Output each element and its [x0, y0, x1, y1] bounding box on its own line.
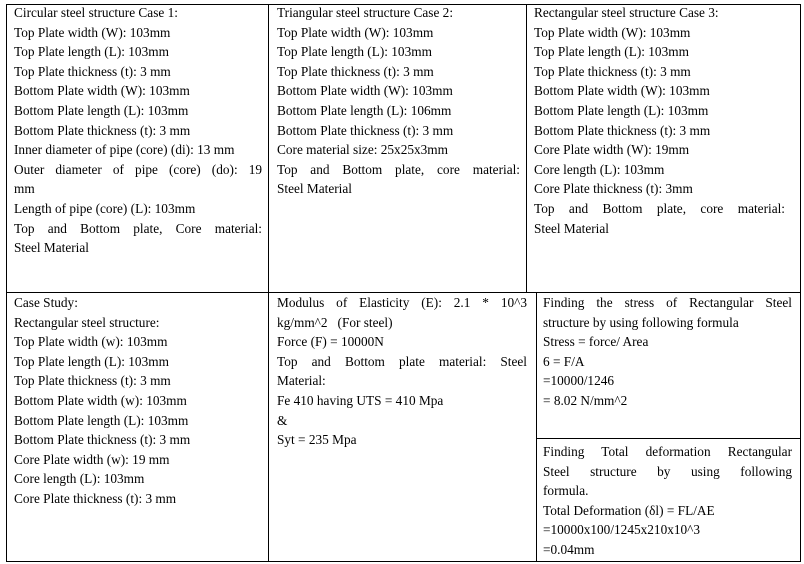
- case-study-bottom-plate-thickness: Bottom Plate thickness (t): 3 mm: [14, 432, 191, 448]
- case1-material-label: Top and Bottom plate, Core material:: [14, 220, 262, 236]
- case-study-top-plate-thickness: Top Plate thickness (t): 3 mm: [14, 373, 171, 389]
- cell-material-properties: [277, 293, 527, 450]
- case3-material-label: Top and Bottom plate, core material:: [534, 200, 785, 216]
- table-divider-row1-b: [526, 4, 527, 293]
- plate-material-value: Material:: [277, 373, 326, 389]
- stress-heading: Finding the stress of Rectangular Steel: [543, 295, 792, 310]
- modulus-of-elasticity: Modulus of Elasticity (E): 2.1 * 10^3: [277, 295, 527, 310]
- table-border-right-row1: [800, 4, 801, 293]
- cell-circular-case1: [14, 3, 262, 258]
- case3-core-plate-width: Core Plate width (W): 19mm: [534, 142, 690, 158]
- table-border-right-row2: [800, 292, 801, 562]
- table-divider-row2-b: [536, 292, 537, 562]
- case3-material-value: Steel Material: [534, 220, 609, 236]
- force-value: Force (F) = 10000N: [277, 334, 384, 350]
- deformation-heading-cont: Steel structure by using following: [543, 463, 792, 479]
- uts-value: Fe 410 having UTS = 410 Mpa: [277, 392, 444, 408]
- table-border-left-row1: [6, 4, 7, 293]
- deformation-formula: Total Deformation (δl) = FL/AE: [543, 502, 715, 518]
- case-study-core-length: Core length (L): 103mm: [14, 471, 145, 487]
- table-divider-row1-a: [268, 4, 269, 293]
- cell-deformation-calculation: [543, 442, 792, 560]
- case2-title: Triangular steel structure Case 2:: [277, 5, 454, 20]
- case2-top-plate-length: Top Plate length (L): 103mm: [277, 44, 432, 60]
- plate-material-label: Top and Bottom plate material: Steel: [277, 353, 527, 369]
- case1-bottom-plate-thickness: Bottom Plate thickness (t): 3 mm: [14, 122, 191, 138]
- case-study-core-plate-thickness: Core Plate thickness (t): 3 mm: [14, 490, 177, 506]
- case1-top-plate-width: Top Plate width (W): 103mm: [14, 24, 171, 40]
- case2-core-material-size: Core material size: 25x25x3mm: [277, 142, 448, 158]
- deformation-substitution: =10000x100/1245x210x10^3: [543, 522, 701, 538]
- case-study-title: Case Study:: [14, 295, 78, 310]
- table-border-left-row2: [6, 292, 7, 562]
- deformation-result: =0.04mm: [543, 541, 595, 557]
- syt-value: Syt = 235 Mpa: [277, 432, 357, 448]
- case3-top-plate-length: Top Plate length (L): 103mm: [534, 44, 689, 60]
- case2-material-value: Steel Material: [277, 181, 352, 197]
- table-divider-row2-a: [268, 292, 269, 562]
- case1-outer-diameter: Outer diameter of pipe (core) (do): 19: [14, 161, 262, 177]
- cell-triangular-case2: [277, 3, 520, 199]
- case1-material-value: Steel Material: [14, 240, 89, 256]
- case3-core-length: Core length (L): 103mm: [534, 161, 665, 177]
- stress-heading-cont: structure by using following formula: [543, 314, 739, 330]
- case-study-subtitle: Rectangular steel structure:: [14, 314, 160, 330]
- table-divider-inner-stress: [536, 438, 801, 439]
- case3-top-plate-thickness: Top Plate thickness (t): 3 mm: [534, 63, 691, 79]
- case2-top-plate-thickness: Top Plate thickness (t): 3 mm: [277, 63, 434, 79]
- case1-inner-diameter: Inner diameter of pipe (core) (di): 13 mm: [14, 142, 235, 158]
- case-study-top-plate-width: Top Plate width (w): 103mm: [14, 334, 168, 350]
- case2-bottom-plate-width: Bottom Plate width (W): 103mm: [277, 83, 453, 99]
- case2-top-plate-width: Top Plate width (W): 103mm: [277, 24, 434, 40]
- case1-bottom-plate-width: Bottom Plate width (W): 103mm: [14, 83, 190, 99]
- cell-rectangular-case3: [534, 3, 785, 238]
- case-study-bottom-plate-length: Bottom Plate length (L): 103mm: [14, 412, 189, 428]
- case1-top-plate-thickness: Top Plate thickness (t): 3 mm: [14, 63, 171, 79]
- stress-result: = 8.02 N/mm^2: [543, 392, 628, 408]
- case-study-bottom-plate-width: Bottom Plate width (w): 103mm: [14, 392, 187, 408]
- case2-bottom-plate-length: Bottom Plate length (L): 106mm: [277, 102, 452, 118]
- case3-bottom-plate-width: Bottom Plate width (W): 103mm: [534, 83, 710, 99]
- case2-material-label: Top and Bottom plate, core material:: [277, 161, 520, 177]
- case3-title: Rectangular steel structure Case 3:: [534, 5, 719, 20]
- stress-symbolic: 6 = F/A: [543, 353, 585, 369]
- stress-substitution: =10000/1246: [543, 373, 615, 389]
- case-study-core-plate-width: Core Plate width (w): 19 mm: [14, 451, 170, 467]
- case-study-top-plate-length: Top Plate length (L): 103mm: [14, 353, 169, 369]
- deformation-heading: Finding Total deformation Rectangular: [543, 444, 792, 459]
- case1-outer-diameter-unit: mm: [14, 181, 35, 197]
- modulus-unit: kg/mm^2 (For steel): [277, 314, 393, 330]
- case2-bottom-plate-thickness: Bottom Plate thickness (t): 3 mm: [277, 122, 454, 138]
- case1-pipe-length: Length of pipe (core) (L): 103mm: [14, 200, 196, 216]
- cell-stress-calculation: [543, 293, 792, 411]
- case3-core-plate-thickness: Core Plate thickness (t): 3mm: [534, 181, 693, 197]
- table-border-bottom: [6, 561, 801, 562]
- case3-bottom-plate-length: Bottom Plate length (L): 103mm: [534, 102, 709, 118]
- case3-bottom-plate-thickness: Bottom Plate thickness (t): 3 mm: [534, 122, 711, 138]
- case1-title: Circular steel structure Case 1:: [14, 5, 178, 20]
- deformation-heading-end: formula.: [543, 483, 589, 499]
- stress-formula: Stress = force/ Area: [543, 334, 649, 350]
- case3-top-plate-width: Top Plate width (W): 103mm: [534, 24, 691, 40]
- ampersand: &: [277, 412, 288, 428]
- case1-top-plate-length: Top Plate length (L): 103mm: [14, 44, 169, 60]
- case1-bottom-plate-length: Bottom Plate length (L): 103mm: [14, 102, 189, 118]
- cell-case-study: [14, 293, 262, 509]
